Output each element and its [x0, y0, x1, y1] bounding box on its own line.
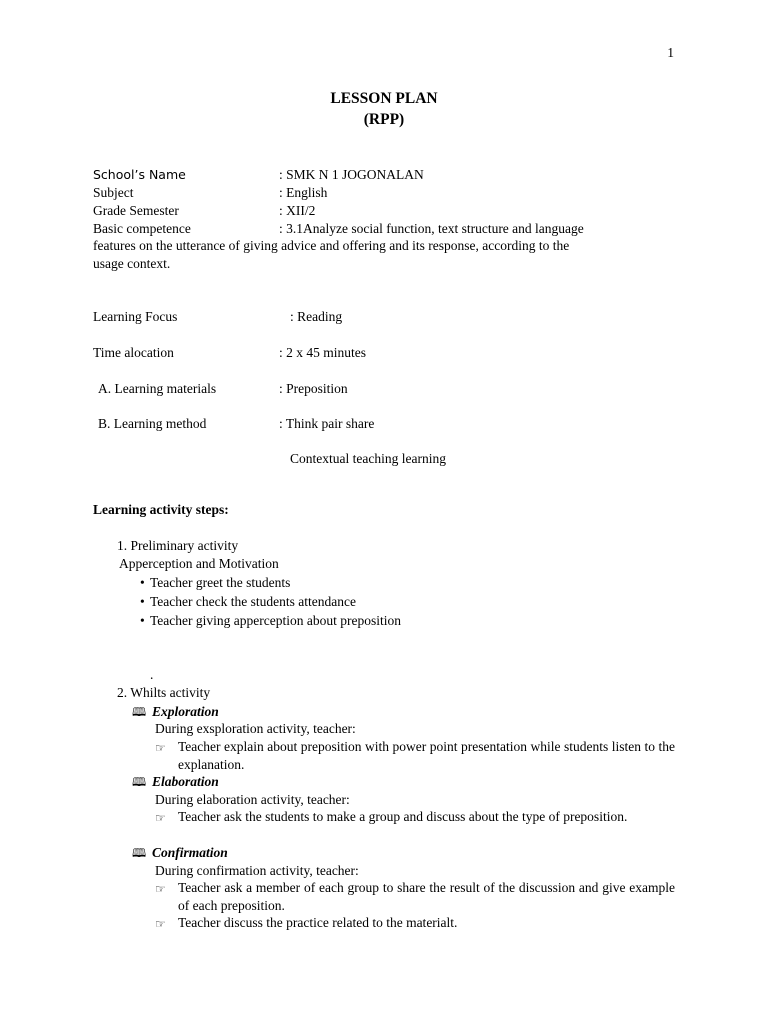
elaboration-heading: 🕮 Elaboration	[132, 774, 219, 789]
learning-materials-label: A. Learning materials	[98, 381, 217, 396]
grade-semester-label: Grade Semester	[93, 203, 179, 218]
confirmation-heading: 🕮 Confirmation	[132, 845, 228, 860]
grade-semester-value: : XII/2	[279, 203, 316, 218]
list-item: Teacher discuss the practice related to the materialt.	[178, 915, 458, 930]
learning-method-value-2: Contextual teaching learning	[290, 451, 446, 466]
basic-competence-value: : 3.1Analyze social function, text structure and language	[279, 221, 584, 236]
bullet-icon: •	[140, 575, 145, 590]
time-allocation-value: : 2 x 45 minutes	[279, 345, 366, 360]
confirmation-intro: During confirmation activity, teacher:	[155, 863, 359, 878]
page-number: 1	[667, 45, 674, 60]
basic-competence-line3: usage context.	[93, 256, 171, 271]
list-item: • Teacher greet the students	[140, 575, 291, 590]
document-subtitle: (RPP)	[363, 111, 405, 128]
step-1-subtitle: Apperception and Motivation	[119, 556, 279, 571]
list-item: Teacher explain about preposition with power point presentation while students listen to the explanation.	[178, 739, 675, 772]
school-name-label: School’s Name	[93, 167, 186, 182]
bullet-icon: •	[140, 594, 145, 609]
learning-focus-label: Learning Focus	[93, 309, 178, 324]
step-2-title: 2. Whilts activity	[117, 685, 211, 700]
pointing-hand-icon: ☞	[155, 882, 166, 896]
list-item: • Teacher check the students attendance	[140, 594, 356, 609]
subject-value: : English	[279, 185, 328, 200]
learning-method-value: : Think pair share	[279, 416, 375, 431]
book-icon: 🕮	[132, 775, 147, 789]
pointing-hand-icon: ☞	[155, 917, 166, 931]
book-icon: 🕮	[132, 846, 147, 860]
pointing-hand-icon: ☞	[155, 741, 166, 755]
exploration-intro: During exsploration activity, teacher:	[155, 721, 356, 736]
bullet-icon: •	[140, 613, 145, 628]
pointing-hand-icon: ☞	[155, 811, 166, 825]
time-allocation-label: Time alocation	[93, 345, 174, 360]
learning-focus-value: : Reading	[290, 309, 343, 324]
list-item: • Teacher giving apperception about preposition	[140, 613, 401, 628]
elaboration-intro: During elaboration activity, teacher:	[155, 792, 350, 807]
list-item: Teacher ask the students to make a group and discuss about the type of preposition.	[178, 809, 628, 824]
exploration-heading: 🕮 Exploration	[132, 704, 219, 719]
book-icon: 🕮	[132, 705, 147, 719]
learning-materials-value: : Preposition	[279, 381, 348, 396]
step-1-title: 1. Preliminary activity	[117, 538, 239, 553]
subject-label: Subject	[93, 185, 134, 200]
learning-method-label: B. Learning method	[98, 416, 207, 431]
list-item: Teacher ask a member of each group to share the result of the discussion and give example of each preposition.	[178, 880, 675, 913]
document-title: LESSON PLAN	[330, 90, 438, 107]
activity-steps-heading: Learning activity steps:	[93, 502, 229, 517]
basic-competence-line2: features on the utterance of giving advice and offering and its response, according to the	[93, 238, 570, 253]
basic-competence-label: Basic competence	[93, 221, 191, 236]
school-name-value: : SMK N 1 JOGONALAN	[279, 167, 424, 182]
stray-dot: .	[150, 667, 154, 682]
